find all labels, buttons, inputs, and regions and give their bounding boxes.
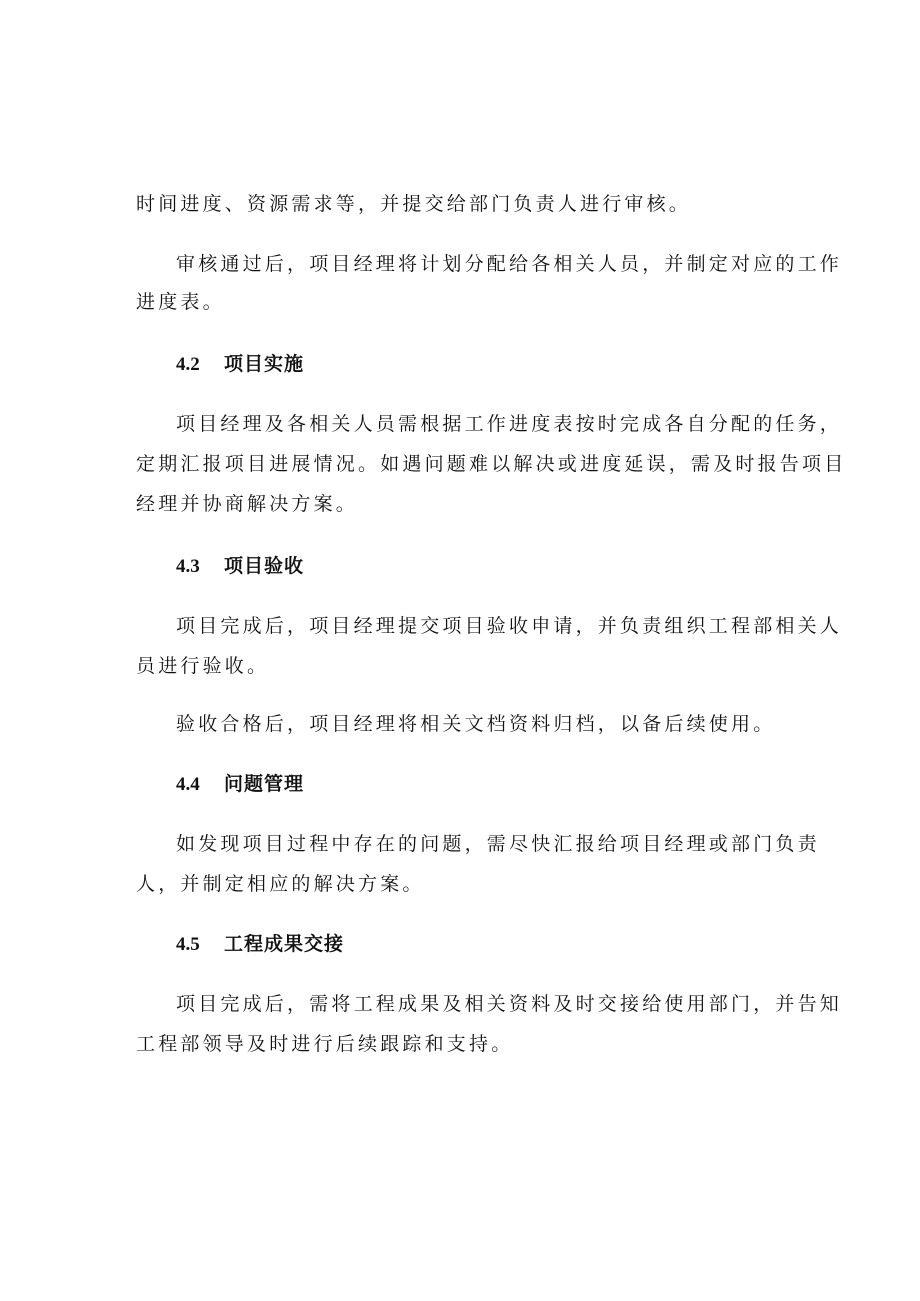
section-title: 项目验收	[224, 555, 305, 577]
paragraph-line: 定期汇报项目进展情况。如遇问题难以解决或进度延误，需及时报告项目	[136, 453, 847, 475]
section-title: 项目实施	[224, 353, 305, 375]
section-title: 工程成果交接	[224, 933, 345, 955]
paragraph-line: 验收合格后，项目经理将相关文档资料归档，以备后续使用。	[176, 713, 776, 735]
section-number: 4.5	[176, 934, 200, 955]
paragraph-line: 审核通过后，项目经理将计划分配给各相关人员，并制定对应的工作	[176, 253, 843, 275]
paragraph-line: 员进行验收。	[136, 655, 270, 677]
section-number: 4.4	[176, 774, 200, 795]
section-heading-4-4	[176, 772, 304, 797]
paragraph-line: 人，并制定相应的解决方案。	[136, 873, 425, 895]
paragraph-line: 项目完成后，需将工程成果及相关资料及时交接给使用部门，并告知	[176, 993, 843, 1015]
paragraph-line: 项目经理及各相关人员需根据工作进度表按时完成各自分配的任务，	[176, 413, 843, 435]
paragraph-line: 经理并协商解决方案。	[136, 493, 359, 515]
paragraph-line: 进度表。	[136, 291, 225, 313]
paragraph-line: 如发现项目过程中存在的问题，需尽快汇报给项目经理或部门负责	[176, 833, 820, 855]
paragraph-line: 时间进度、资源需求等，并提交给部门负责人进行审核。	[136, 193, 692, 215]
section-title: 问题管理	[224, 773, 305, 795]
section-number: 4.2	[176, 354, 200, 375]
section-heading-4-3	[176, 554, 304, 579]
section-heading-4-5	[176, 932, 344, 957]
section-number: 4.3	[176, 556, 200, 577]
section-heading-4-2	[176, 352, 304, 377]
paragraph-line: 工程部领导及时进行后续跟踪和支持。	[136, 1033, 514, 1055]
paragraph-line: 项目完成后，项目经理提交项目验收申请，并负责组织工程部相关人	[176, 615, 843, 637]
